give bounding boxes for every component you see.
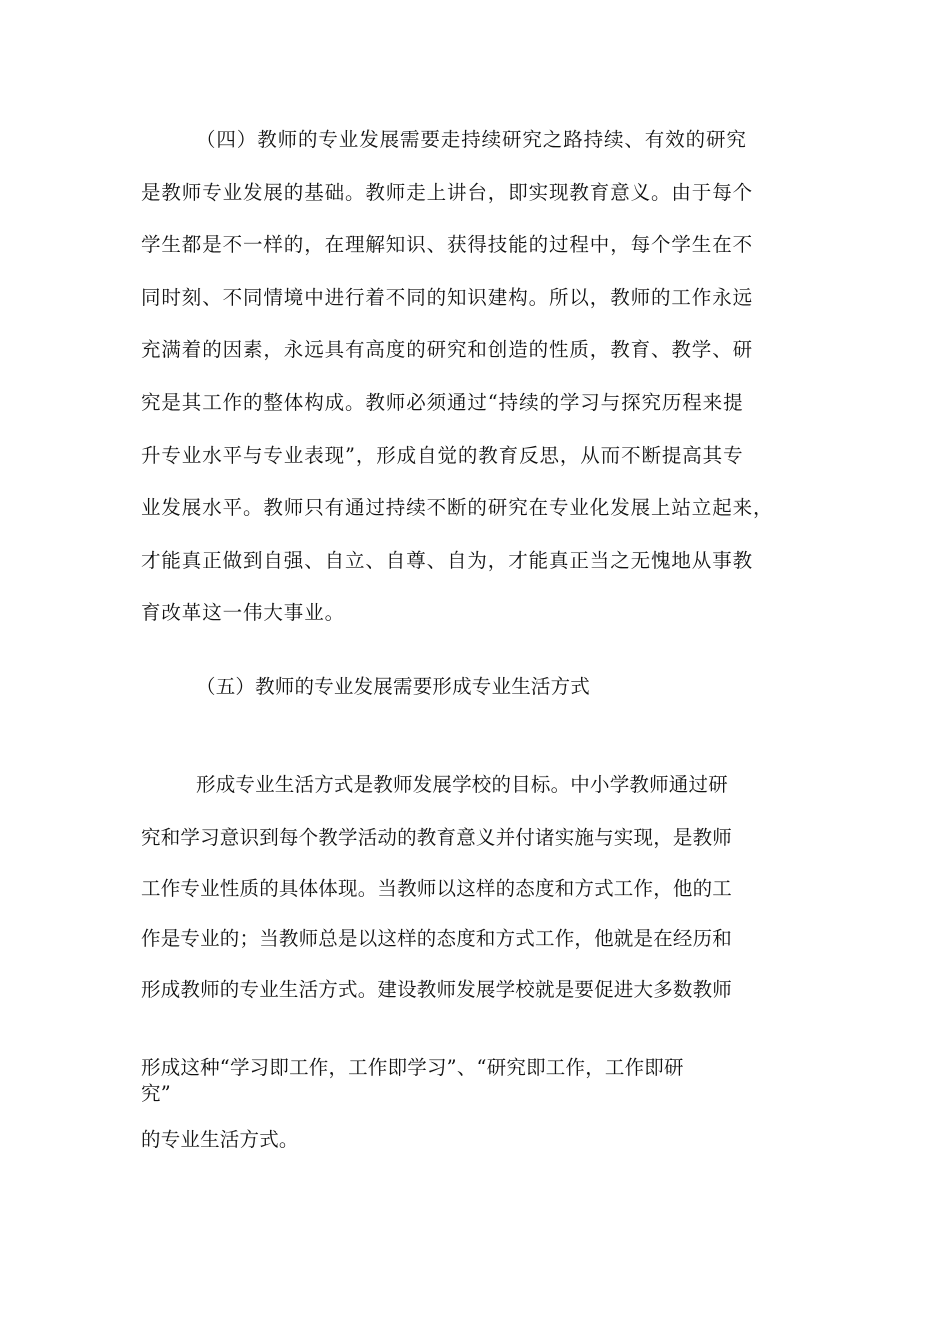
paragraph-line: 才能真正做到自强、自立、自尊、自为，才能真正当之无愧地从事教	[141, 549, 754, 572]
paragraph-line: （四）教师的专业发展需要走持续研究之路持续、有效的研究	[196, 128, 747, 151]
paragraph-line: 学生都是不一样的，在理解知识、获得技能的过程中，每个学生在不	[141, 233, 754, 256]
paragraph-line: 工作专业性质的具体体现。当教师以这样的态度和方式工作，他的工	[141, 877, 733, 900]
paragraph-line: 形成教师的专业生活方式。建设教师发展学校就是要促进大多数教师	[141, 978, 733, 1001]
section-heading: （五）教师的专业发展需要形成专业生活方式	[196, 675, 591, 698]
paragraph-line: 育改革这一伟大事业。	[141, 601, 346, 624]
paragraph-line: 充满着的因素，永远具有高度的研究和创造的性质，教育、教学、研	[141, 338, 754, 361]
paragraph-line: 的专业生活方式。	[141, 1128, 299, 1151]
paragraph-line: 升专业水平与专业表现”，形成自觉的教育反思，从而不断提高其专	[141, 444, 744, 467]
paragraph-line: 究和学习意识到每个教学活动的教育意义并付诸实施与实现，是教师	[141, 826, 733, 849]
paragraph-line: 是教师专业发展的基础。教师走上讲台，即实现教育意义。由于每个	[141, 181, 754, 204]
paragraph-line: 形成这种“学习即工作，工作即学习”、“研究即工作，工作即研	[141, 1056, 684, 1079]
paragraph-line: 究是其工作的整体构成。教师必须通过“持续的学习与探究历程来提	[141, 391, 744, 414]
paragraph-line: 业发展水平。教师只有通过持续不断的研究在专业化发展上站立起来，	[141, 496, 774, 519]
paragraph-line: 同时刻、不同情境中进行着不同的知识建构。所以，教师的工作永远	[141, 286, 754, 309]
paragraph-line: 形成专业生活方式是教师发展学校的目标。中小学教师通过研	[196, 773, 728, 796]
paragraph-line: 作是专业的；当教师总是以这样的态度和方式工作，他就是在经历和	[141, 927, 733, 950]
paragraph-line: 究”	[141, 1082, 171, 1105]
